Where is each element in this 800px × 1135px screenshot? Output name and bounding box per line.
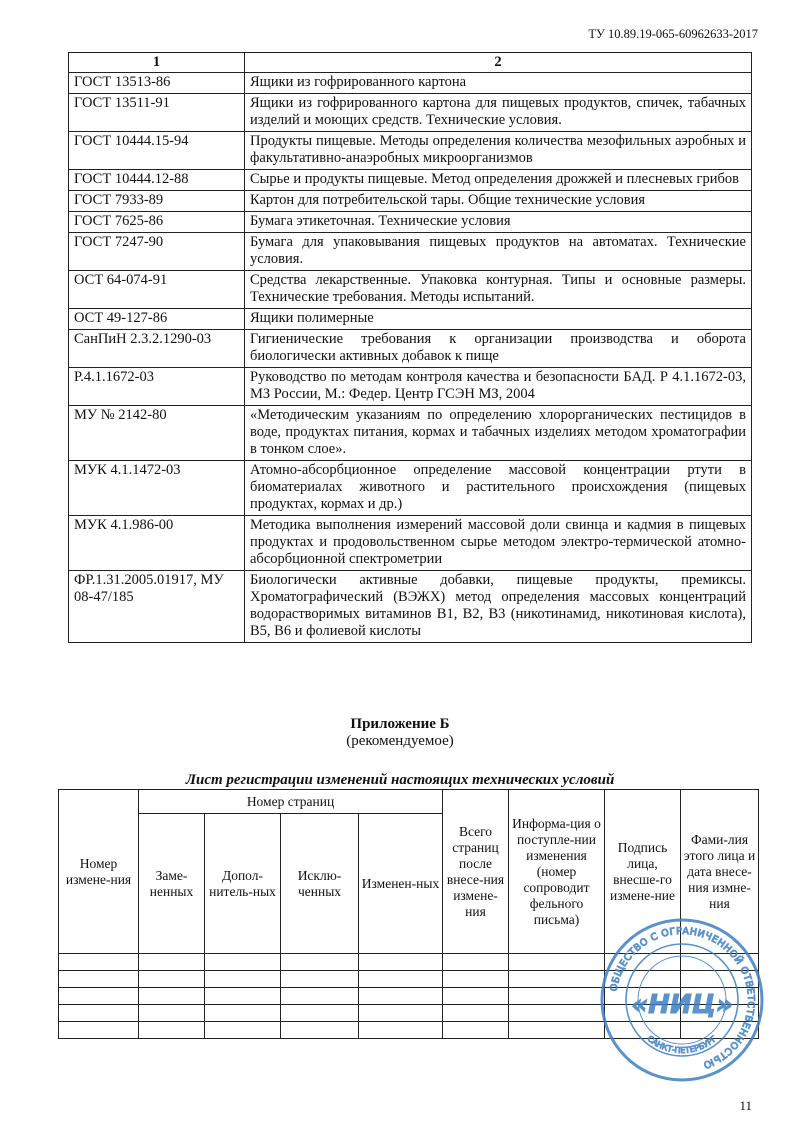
empty-cell [205,1022,281,1039]
empty-cell [359,971,443,988]
empty-cell [359,1005,443,1022]
appendix-title: Приложение Б [350,716,450,732]
change-sheet-title: Лист регистрации изменений настоящих технических условий [185,772,615,788]
table-row [69,132,752,170]
standard-title-cell: Картон для потребительской тары. Общие технические условия [245,191,752,212]
table-row [69,571,752,643]
standard-title-cell: Биологически активные добавки, пищевые продукты, премиксы. Хроматографический (ВЭЖХ) метод определения массовых концентраций водорастворимых витаминов В1, В2, В3 (никотинамид, никотиновая кислота), В5, В6 и фолиевой кислоты [245,571,752,643]
col-change-number: Номер измене-ния [59,790,139,954]
table-row [69,191,752,212]
col-header-2: 2 [245,53,752,73]
standard-title-cell: Атомно-абсорбционное определение массовой концентрации ртути в биоматериалах животного и растительного происхождения (пищевых продуктах, кормах и др.) [245,461,752,516]
empty-cell [139,1005,205,1022]
table-row [69,461,752,516]
standard-title-cell: Бумага этикеточная. Технические условия [245,212,752,233]
table-header-row [69,53,752,73]
standard-title-cell: Методика выполнения измерений массовой доли свинца и кадмия в пищевых продуктах и продовольственном сырье методом электро-термической атомно-абсорбционной спектрометрии [245,516,752,571]
standard-code-cell: ГОСТ 10444.12-88 [69,170,245,191]
col-total-pages: Всего страниц после внесе-ния измене-ния [443,790,509,954]
standard-title-cell: Продукты пищевые. Методы определения количества мезофильных аэробных и факультативно-анаэробных микроорганизмов [245,132,752,170]
empty-cell [281,988,359,1005]
standard-title-cell: «Методическим указаниям по определению хлорорганических пестицидов в воде, продуктах питания, кормах и табачных изделиях методом хроматографии в тонком слое». [245,406,752,461]
empty-cell [59,1005,139,1022]
empty-cell [359,988,443,1005]
empty-cell [443,971,509,988]
col-group-page-numbers: Номер страниц [139,790,443,814]
col-replaced: Заме-ненных [139,814,205,954]
empty-cell [281,1005,359,1022]
empty-cell [205,1005,281,1022]
empty-cell [59,954,139,971]
table-row [69,368,752,406]
organization-seal [597,915,767,1085]
empty-cell [205,954,281,971]
page-number: 11 [739,1098,752,1113]
standard-title-cell: Ящики из гофрированного картона [245,73,752,94]
table-row [69,212,752,233]
standard-title-cell: Сырье и продукты пищевые. Метод определения дрожжей и плесневых грибов [245,170,752,191]
appendix-subtitle: (рекомендуемое) [346,733,454,749]
empty-cell [443,1005,509,1022]
standard-code-cell: ФР.1.31.2005.01917, МУ 08-47/185 [69,571,245,643]
empty-cell [443,1022,509,1039]
standard-title-cell: Средства лекарственные. Упаковка контурная. Типы и основные размеры. Технические требования. Методы испытаний. [245,271,752,309]
col-surname-date: Фами-лия этого лица и дата внесе-ния измне-ния [681,790,759,954]
standard-title-cell: Руководство по методам контроля качества и безопасности БАД. Р 4.1.1672-03, МЗ России, М.: Федер. Центр ГСЭН МЗ, 2004 [245,368,752,406]
empty-cell [443,988,509,1005]
standard-code-cell: ГОСТ 7247-90 [69,233,245,271]
standard-code-cell: МУК 4.1.1472-03 [69,461,245,516]
table-row [69,94,752,132]
standard-code-cell: МУ № 2142-80 [69,406,245,461]
svg-text:«НИЦ»: «НИЦ» [631,990,733,1020]
empty-cell [139,988,205,1005]
appendix-heading [0,716,800,750]
col-added: Допол-нитель-ных [205,814,281,954]
table-row [69,271,752,309]
table-row [69,516,752,571]
svg-text:ОБЩЕСТВО С ОГРАНИЧЕННОЙ ОТВЕТС: ОБЩЕСТВО С ОГРАНИЧЕННОЙ ОТВЕТСТВЕННОСТЬЮ [608,925,757,1071]
empty-cell [509,971,605,988]
standard-title-cell: Ящики полимерные [245,309,752,330]
empty-cell [59,971,139,988]
standard-title-cell: Гигиенические требования к организации производства и оборота биологически активных добавок к пище [245,330,752,368]
standard-code-cell: Р.4.1.1672-03 [69,368,245,406]
empty-cell [443,954,509,971]
empty-cell [139,954,205,971]
standard-code-cell: ГОСТ 7625-86 [69,212,245,233]
col-header-1: 1 [69,53,245,73]
standard-code-cell: ГОСТ 7933-89 [69,191,245,212]
empty-cell [281,954,359,971]
col-excluded: Исклю-ченных [281,814,359,954]
standard-code-cell: ГОСТ 10444.15-94 [69,132,245,170]
document-code: ТУ 10.89.19-065-60962633-2017 [588,27,758,41]
empty-cell [59,1022,139,1039]
standard-code-cell: ГОСТ 13511-91 [69,94,245,132]
col-changed: Изменен-ных [359,814,443,954]
table-row [69,73,752,94]
table-row [69,309,752,330]
empty-cell [205,971,281,988]
table-row [69,406,752,461]
table-row [69,170,752,191]
standard-title-cell: Бумага для упаковывания пищевых продуктов на автоматах. Технические условия. [245,233,752,271]
empty-cell [509,1022,605,1039]
empty-cell [359,1022,443,1039]
col-change-info: Информа-ция о поступле-нии изменения (номер сопроводит фельного письма) [509,790,605,954]
standard-code-cell: МУК 4.1.986-00 [69,516,245,571]
empty-cell [59,988,139,1005]
table-row [69,233,752,271]
empty-cell [509,1005,605,1022]
empty-cell [281,971,359,988]
standard-code-cell: ГОСТ 13513-86 [69,73,245,94]
empty-cell [359,954,443,971]
normative-references-table [68,52,752,643]
col-signature: Подпись лица, внесше-го измене-ние [605,790,681,954]
table-row [69,330,752,368]
empty-cell [509,988,605,1005]
standard-code-cell: ОСТ 49-127-86 [69,309,245,330]
empty-cell [509,954,605,971]
standard-code-cell: ОСТ 64-074-91 [69,271,245,309]
empty-cell [205,988,281,1005]
svg-text:САНКТ-ПЕТЕРБУРГ: САНКТ-ПЕТЕРБУРГ [645,1033,719,1055]
standard-code-cell: СанПиН 2.3.2.1290-03 [69,330,245,368]
empty-cell [139,1022,205,1039]
standard-title-cell: Ящики из гофрированного картона для пищевых продуктов, спичек, табачных изделий и моющих средств. Технические условия. [245,94,752,132]
empty-cell [281,1022,359,1039]
empty-cell [139,971,205,988]
